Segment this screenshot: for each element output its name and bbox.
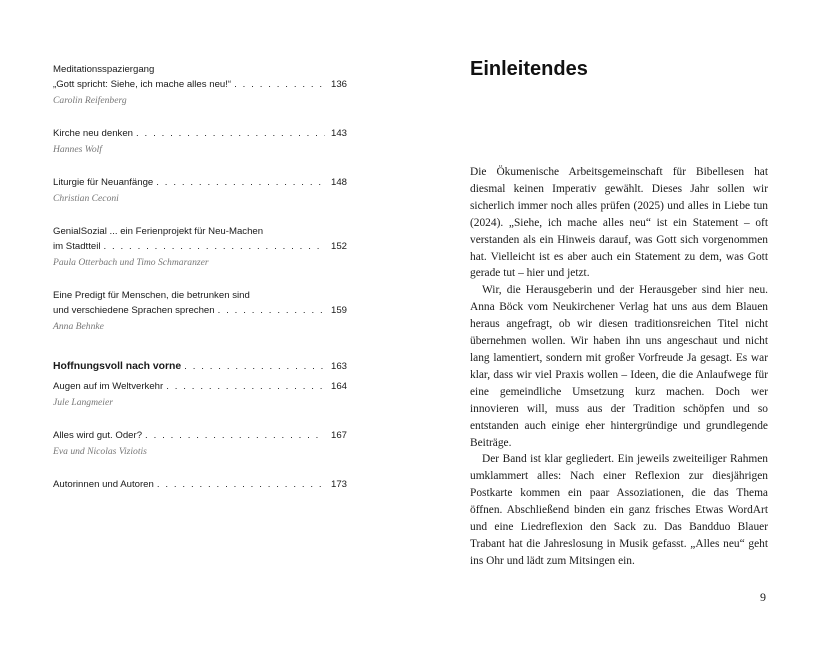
paragraph: Die Ökumenische Arbeitsgemeinschaft für Bibellesen hat diesmal keinen Imperativ gewählt. Dieses Jahr sollen wir sicherlich immer noch alles prüfen (2025) und alles in Liebe tun (2024). „Siehe, ich mache alles neu“ ist ein Statement – oft verstanden als ein Hinweis darauf, was Gott sich vorgenommen hat. Vielleicht ist es aber auch ein Statement zu dem, was Gott gerade tut – hier und jetzt. (470, 166, 768, 280)
toc-entry (53, 477, 347, 492)
leader-dots (103, 239, 325, 254)
leader-dots (145, 428, 325, 443)
toc-page-number: 164 (330, 381, 347, 392)
page-number: 9 (760, 590, 766, 604)
toc-author: Carolin Reifenberg (53, 95, 127, 106)
toc-author: Christian Ceconi (53, 193, 119, 204)
leader-dots (166, 379, 325, 394)
toc-entry (53, 62, 347, 109)
toc-entry (53, 126, 347, 158)
toc-page-number: 143 (330, 128, 347, 139)
toc-entry-title: im Stadtteil (53, 241, 101, 252)
toc-entry-title: Autorinnen und Autoren (53, 479, 154, 490)
toc-entry (53, 288, 347, 335)
body-text (470, 164, 768, 570)
toc-entry (53, 175, 347, 207)
toc-entry-title: Liturgie für Neuanfänge (53, 177, 154, 188)
leader-dots (184, 359, 325, 374)
toc-entry-title: Alles wird gut. Oder? (53, 430, 143, 441)
toc-entry-title: GenialSozial ... ein Ferienprojekt für Neu-Machen (53, 226, 264, 237)
toc-entry-title: „Gott spricht: Siehe, ich mache alles neu!“ (53, 79, 232, 90)
toc-page-number: 167 (330, 430, 347, 441)
toc-page-number: 159 (330, 305, 347, 316)
toc-entry (53, 428, 347, 460)
toc-author: Paula Otterbach und Timo Schmaranzer (53, 257, 209, 268)
toc-page-number: 136 (330, 79, 347, 90)
toc-section-heading (53, 359, 347, 374)
toc-author: Anna Behnke (53, 321, 104, 332)
chapter-heading: Einleitendes (470, 58, 588, 80)
toc-author: Jule Langmeier (53, 397, 113, 408)
toc-author: Eva und Nicolas Viziotis (53, 446, 147, 457)
toc-section-title: Hoffnungsvoll nach vorne (53, 361, 182, 372)
leader-dots (234, 77, 325, 92)
leader-dots (136, 126, 325, 141)
toc-page-number: 163 (330, 361, 347, 372)
paragraph: Der Band ist klar gegliedert. Ein jeweils zweiteiliger Rahmen umklammert alles: Nach einer Reflexion zur diesjährigen Postkarte kommen ein paar Assoziationen, die das Thema öffnen. Abschließend binden ein ganz frisches Etwas WordArt und eine Liedreflexion den Sack zu. Das Bandduo Blauer Trabant hat die Jahreslosung in Musik gefasst. „Alles neu“ geht ins Ohr und lädt zum Mitsingen ein. (470, 453, 768, 567)
leader-dots (156, 175, 325, 190)
toc-entry-title: Augen auf im Weltverkehr (53, 381, 164, 392)
toc-entry (53, 224, 347, 271)
table-of-contents (53, 62, 347, 492)
toc-entry (53, 379, 347, 411)
toc-page-number: 148 (330, 177, 347, 188)
leader-dots (218, 303, 325, 318)
leader-dots (157, 477, 325, 492)
toc-entry-title: Meditationsspaziergang (53, 64, 155, 75)
right-page (418, 0, 836, 648)
toc-entry-title: Kirche neu denken (53, 128, 134, 139)
toc-page-number: 152 (330, 241, 347, 252)
toc-page-number: 173 (330, 479, 347, 490)
toc-entry-title: und verschiedene Sprachen sprechen (53, 305, 215, 316)
paragraph: Wir, die Herausgeberin und der Herausgeber sind hier neu. Anna Böck vom Neukirchener Verlag hat uns aus dem Blauen heraus angefragt, ob wir diesen traditionsreichen Titel nicht übernehmen wollen. Wir haben ihn uns angeschaut und nicht lang lamentiert, sondern mit großer Vorfreude Ja gesagt. Es war klar, dass wir viel Praxis wollen – Ideen, die die Anlaufwege für eine gemeindliche Umsetzung kurz machen. Doch wer innovieren will, muss aus der Tradition schöpfen und so entstanden auch einige eher hintergründige und grundlegende Beiträge. (470, 284, 768, 449)
toc-entry-title: Eine Predigt für Menschen, die betrunken sind (53, 290, 250, 301)
toc-author: Hannes Wolf (53, 144, 102, 155)
